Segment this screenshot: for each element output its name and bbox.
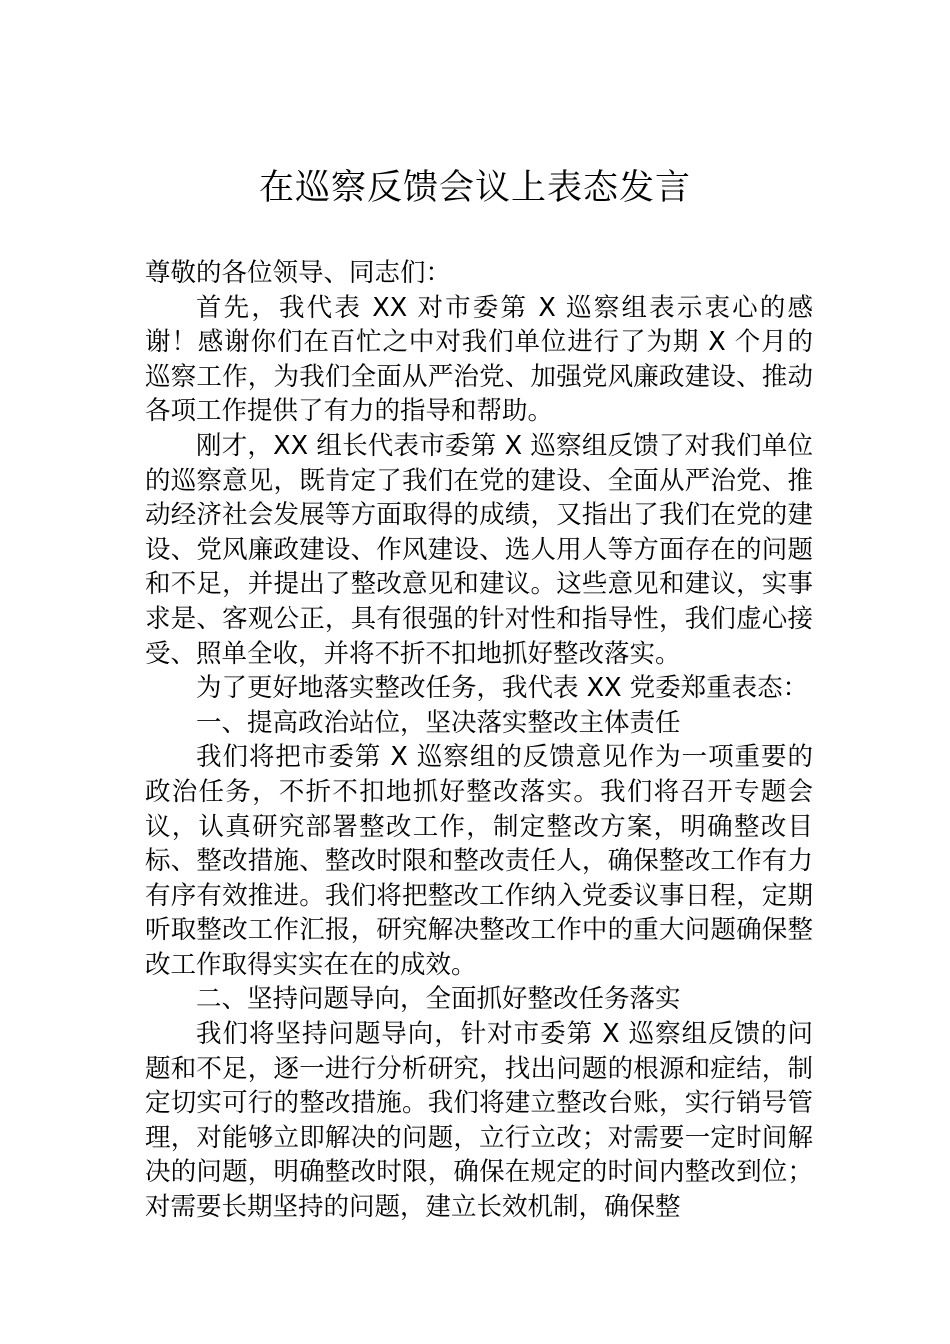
document-body — [145, 256, 813, 1225]
paragraph-pledge-intro: 为了更好地落实整改任务，我代表 XX 党委郑重表态： — [196, 673, 809, 704]
paragraph-section-2: 我们将坚持问题导向，针对市委第 X 巡察组反馈的问题和不足，逐一进行分析研究，找出问题的根源和症结，制定切实可行的整改措施。我们将建立整改台账，实行销号管理，对能够立即解决的问题，立行立改；对需要一定时间解决的问题，明确整改时限，确保在规定的时间内整改到位；对需要长期坚持的问题，建立长效机制，确保整 — [145, 1019, 813, 1223]
paragraph-section-1: 我们将把市委第 X 巡察组的反馈意见作为一项重要的政治任务，不折不扣地抓好整改落实。我们将召开专题会议，认真研究部署整改工作，制定整改方案，明确整改目标、整改措施、整改时限和整改责任人，确保整改工作有力有序有效推进。我们将把整改工作纳入党委议事日程，定期听取整改工作汇报，研究解决整改工作中的重大问题确保整改工作取得实实在在的成效。 — [145, 742, 813, 980]
salutation: 尊敬的各位领导、同志们： — [145, 258, 452, 288]
section-heading-2: 二、坚持问题导向，全面抓好整改任务落实 — [196, 984, 681, 1015]
document-title: 在巡察反馈会议上表态发言 — [258, 168, 691, 208]
paragraph-thanks: 首先，我代表 XX 对市委第 X 巡察组表示衷心的感谢！感谢你们在百忙之中对我们单位进行了为期 X 个月的巡察工作，为我们全面从严治党、加强党风廉政建设、推动各项工作提供了有力的指导和帮助。 — [145, 292, 813, 427]
paragraph-feedback: 刚才，XX 组长代表市委第 X 巡察组反馈了对我们单位的巡察意见，既肯定了我们在党的建设、全面从严治党、推动经济社会发展等方面取得的成绩，又指出了我们在党的建设、党风廉政建设、作风建设、选人用人等方面存在的问题和不足，并提出了整改意见和建议。这些意见和建议，实事求是、客观公正，具有很强的针对性和指导性，我们虚心接受、照单全收，并将不折不扣地抓好整改落实。 — [145, 430, 813, 669]
section-heading-1: 一、提高政治站位，坚决落实整改主体责任 — [196, 707, 681, 738]
